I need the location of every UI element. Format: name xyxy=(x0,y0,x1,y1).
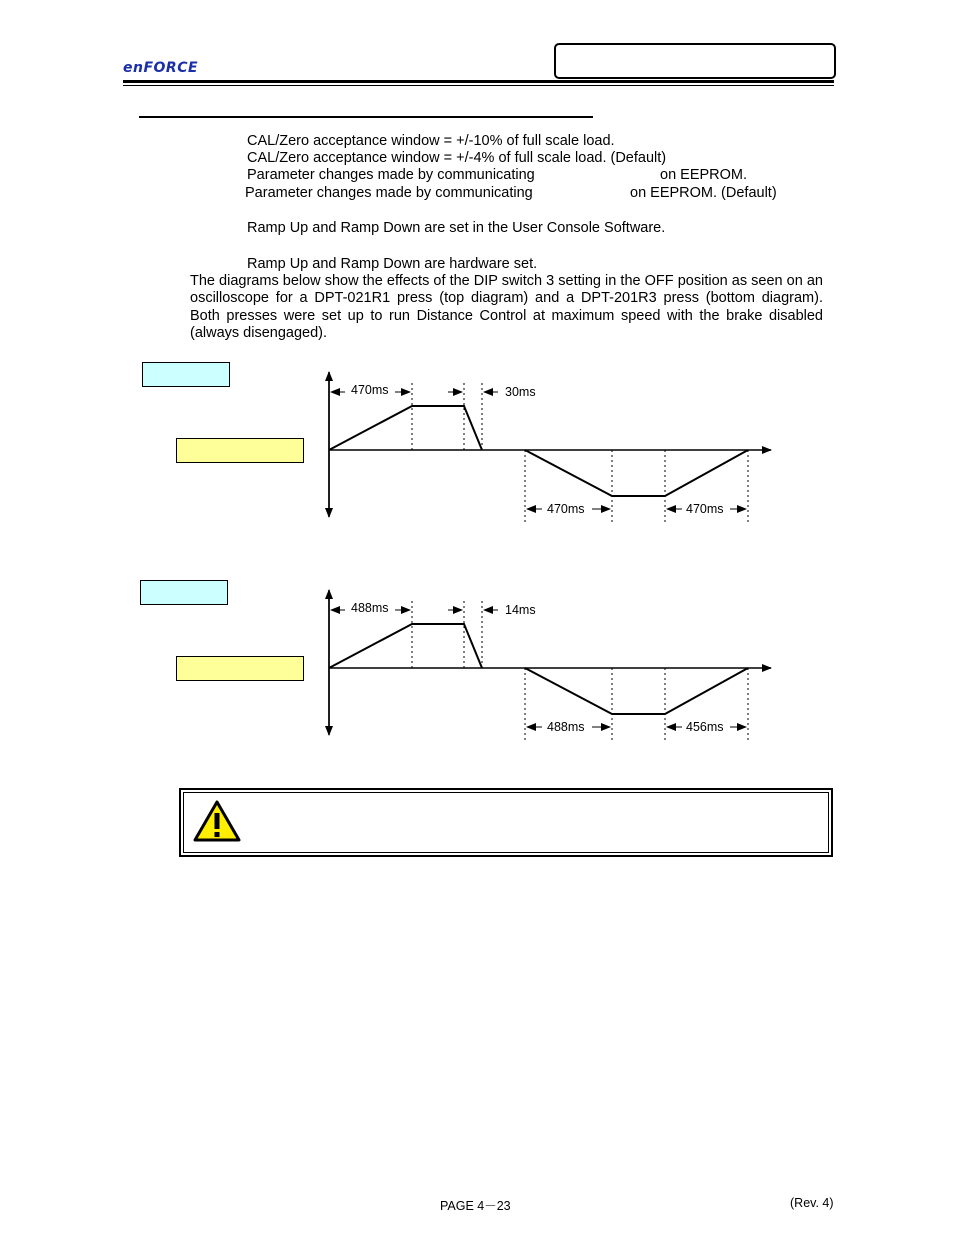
bottom-reverse-up-label: 488ms xyxy=(547,720,585,734)
page-number: PAGE 4－23 xyxy=(440,1199,511,1213)
header-rule-thin xyxy=(123,85,834,86)
setting-line-3b: on EEPROM. xyxy=(660,167,748,183)
bottom-signal-label-box xyxy=(176,656,304,681)
top-waveform-diagram xyxy=(300,360,790,530)
top-reverse-trace xyxy=(525,450,748,496)
setting-line-3a: Parameter changes made by communicating xyxy=(247,167,535,183)
top-reverse-down-label: 470ms xyxy=(686,502,724,516)
section-heading-rule xyxy=(139,116,593,118)
setting-line-1: CAL/Zero acceptance window = +/-10% of full scale load. xyxy=(247,133,615,149)
enforce-logo: enFORCE xyxy=(123,60,199,76)
top-ramp-down-label: 30ms xyxy=(505,385,536,399)
bottom-waveform-diagram xyxy=(300,580,790,750)
top-signal-label-box xyxy=(176,438,304,463)
bottom-reverse-down-label: 456ms xyxy=(686,720,724,734)
description-paragraph: The diagrams below show the effects of the DIP switch 3 setting in the OFF position as seen on an oscilloscope for a DPT-021R1 press (top diagram) and a DPT-201R3 press (bottom diagram). Both presses were set up to run Distance Control at maximum speed with the brake disabled (always disengaged). xyxy=(190,273,823,342)
setting-line-4b: on EEPROM. (Default) xyxy=(630,185,777,201)
header-title-box xyxy=(554,43,836,79)
top-reverse-up-label: 470ms xyxy=(547,502,585,516)
warning-triangle-icon xyxy=(193,800,241,843)
header-rule xyxy=(123,80,834,83)
setting-line-5: Ramp Up and Ramp Down are set in the User Console Software. xyxy=(247,220,666,236)
top-forward-trace xyxy=(329,406,482,450)
setting-line-4a: Parameter changes made by communicating xyxy=(245,185,533,201)
bottom-forward-trace xyxy=(329,624,482,668)
bottom-ramp-down-label: 14ms xyxy=(505,603,536,617)
setting-line-6: Ramp Up and Ramp Down are hardware set. xyxy=(247,256,538,272)
top-press-label-box xyxy=(142,362,230,387)
warning-box-inner xyxy=(183,792,829,853)
bottom-ramp-up-label: 488ms xyxy=(351,601,389,615)
setting-line-2: CAL/Zero acceptance window = +/-4% of full scale load. (Default) xyxy=(247,150,667,166)
bottom-press-label-box xyxy=(140,580,228,605)
bottom-reverse-trace xyxy=(525,668,748,714)
top-ramp-up-label: 470ms xyxy=(351,383,389,397)
revision: (Rev. 4) xyxy=(790,1196,834,1210)
